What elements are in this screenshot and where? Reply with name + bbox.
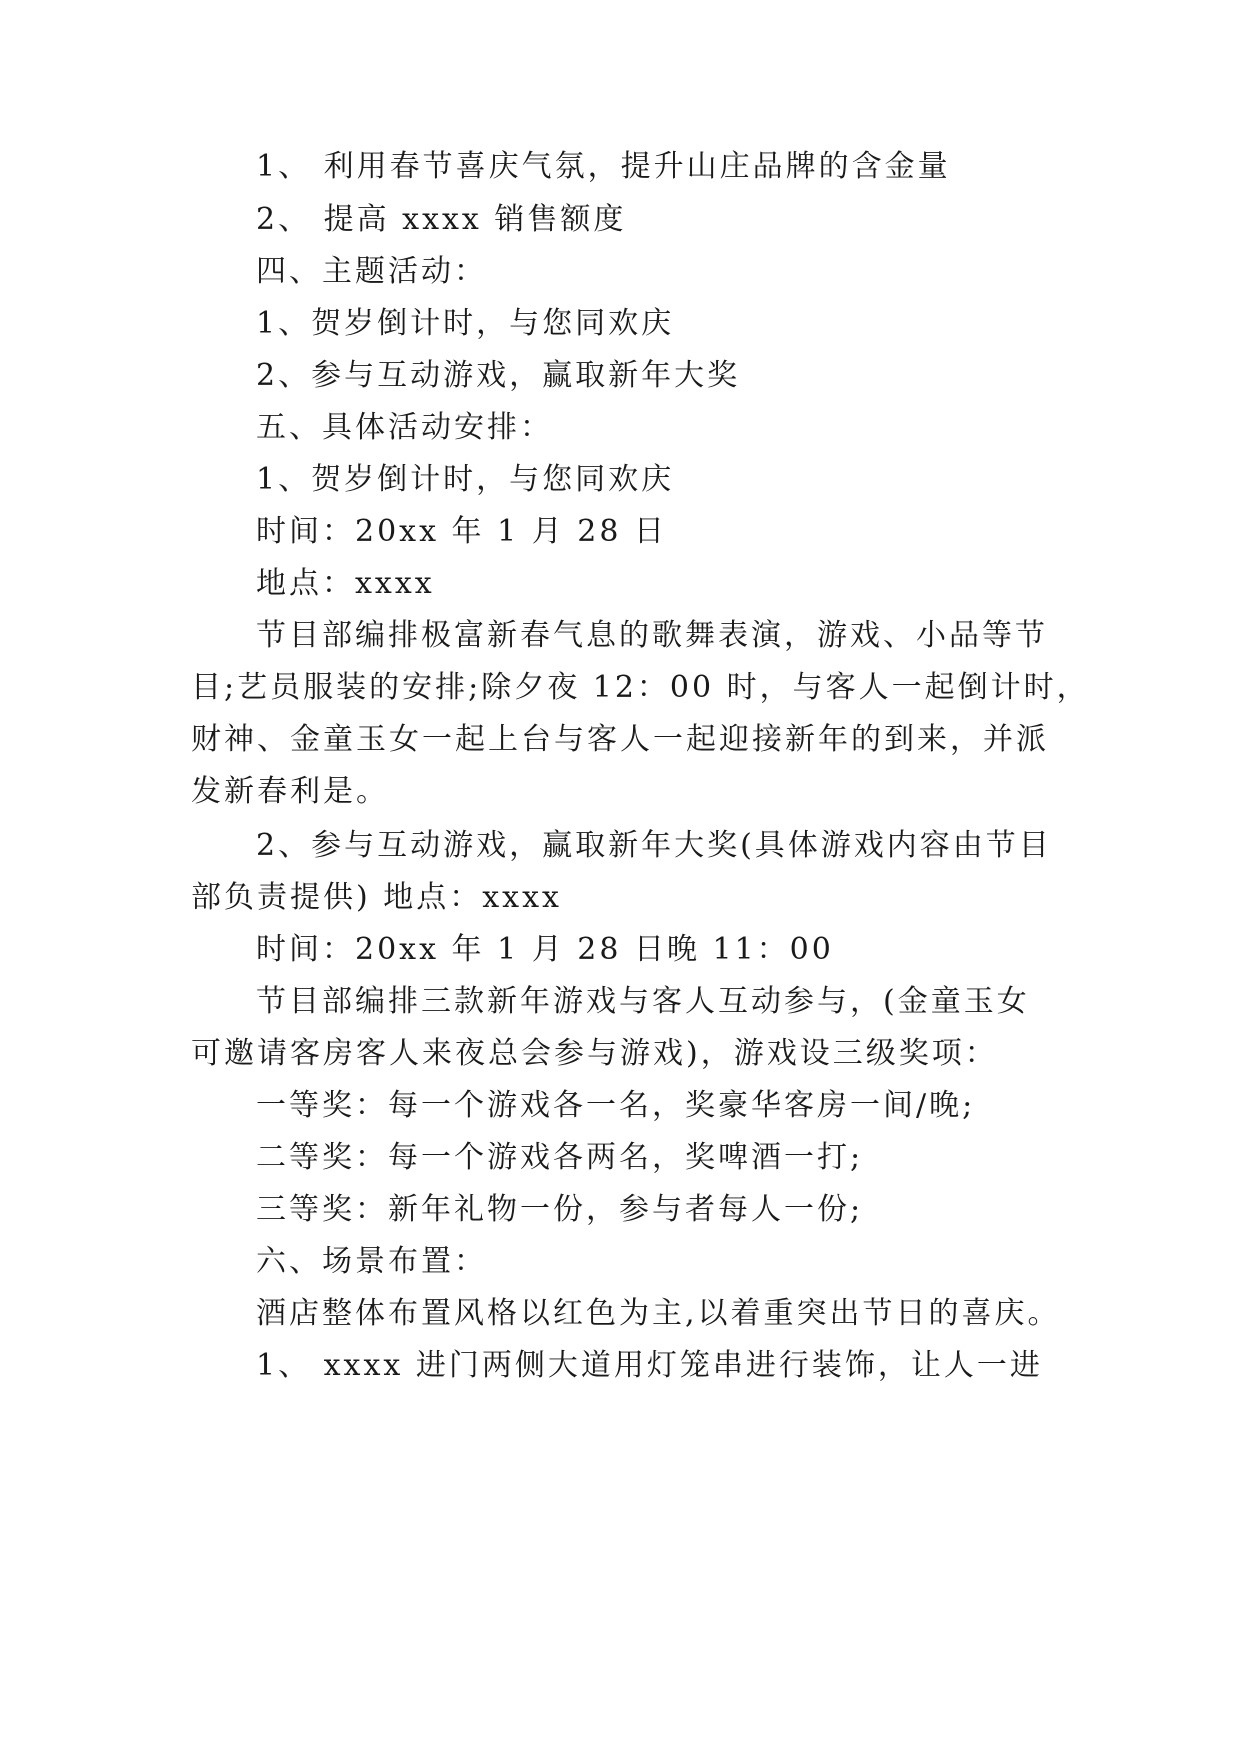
prize-first: 一等奖：每一个游戏各一名，奖豪华客房一间/晚;: [256, 1088, 976, 1123]
paragraph-games-line-1: 节目部编排三款新年游戏与客人互动参与，(金童玉女: [256, 984, 1030, 1019]
schedule-item-1-time: 时间：20xx 年 1 月 28 日: [256, 514, 667, 549]
paragraph-games-line-2: 可邀请客房客人来夜总会参与游戏)，游戏设三级奖项：: [191, 1036, 998, 1071]
schedule-item-1-title: 1、贺岁倒计时，与您同欢庆: [256, 462, 675, 497]
goal-item-1: 1、 利用春节喜庆气氛，提升山庄品牌的含金量: [256, 149, 951, 184]
paragraph-program-line-3: 财神、金童玉女一起上台与客人一起迎接新年的到来，并派: [191, 722, 1049, 757]
schedule-item-2-line-2: 部负责提供) 地点：xxxx: [191, 880, 562, 915]
goal-item-2: 2、 提高 xxxx 销售额度: [256, 202, 627, 237]
decoration-item-1: 1、 xxxx 进门两侧大道用灯笼串进行装饰，让人一进: [256, 1348, 1043, 1383]
theme-item-1: 1、贺岁倒计时，与您同欢庆: [256, 306, 675, 341]
section-heading-theme-activities: 四、主题活动：: [256, 254, 487, 289]
decoration-overview: 酒店整体布置风格以红色为主,以着重突出节日的喜庆。: [256, 1296, 1061, 1331]
schedule-item-2-time: 时间：20xx 年 1 月 28 日晚 11：00: [256, 932, 834, 967]
section-heading-schedule: 五、具体活动安排：: [256, 410, 553, 445]
prize-third: 三等奖：新年礼物一份，参与者每人一份;: [256, 1192, 864, 1227]
theme-item-2: 2、参与互动游戏，赢取新年大奖: [256, 358, 741, 393]
paragraph-program-line-1: 节目部编排极富新春气息的歌舞表演，游戏、小品等节: [256, 618, 1048, 653]
paragraph-program-line-2: 目;艺员服装的安排;除夕夜 12：00 时，与客人一起倒计时，: [191, 670, 1090, 705]
section-heading-decoration: 六、场景布置：: [256, 1244, 487, 1279]
schedule-item-2-line-1: 2、参与互动游戏，赢取新年大奖(具体游戏内容由节目: [256, 828, 1052, 863]
schedule-item-1-location: 地点：xxxx: [256, 566, 435, 601]
paragraph-program-line-4: 发新春利是。: [191, 774, 389, 809]
prize-second: 二等奖：每一个游戏各两名，奖啤酒一打;: [256, 1140, 864, 1175]
